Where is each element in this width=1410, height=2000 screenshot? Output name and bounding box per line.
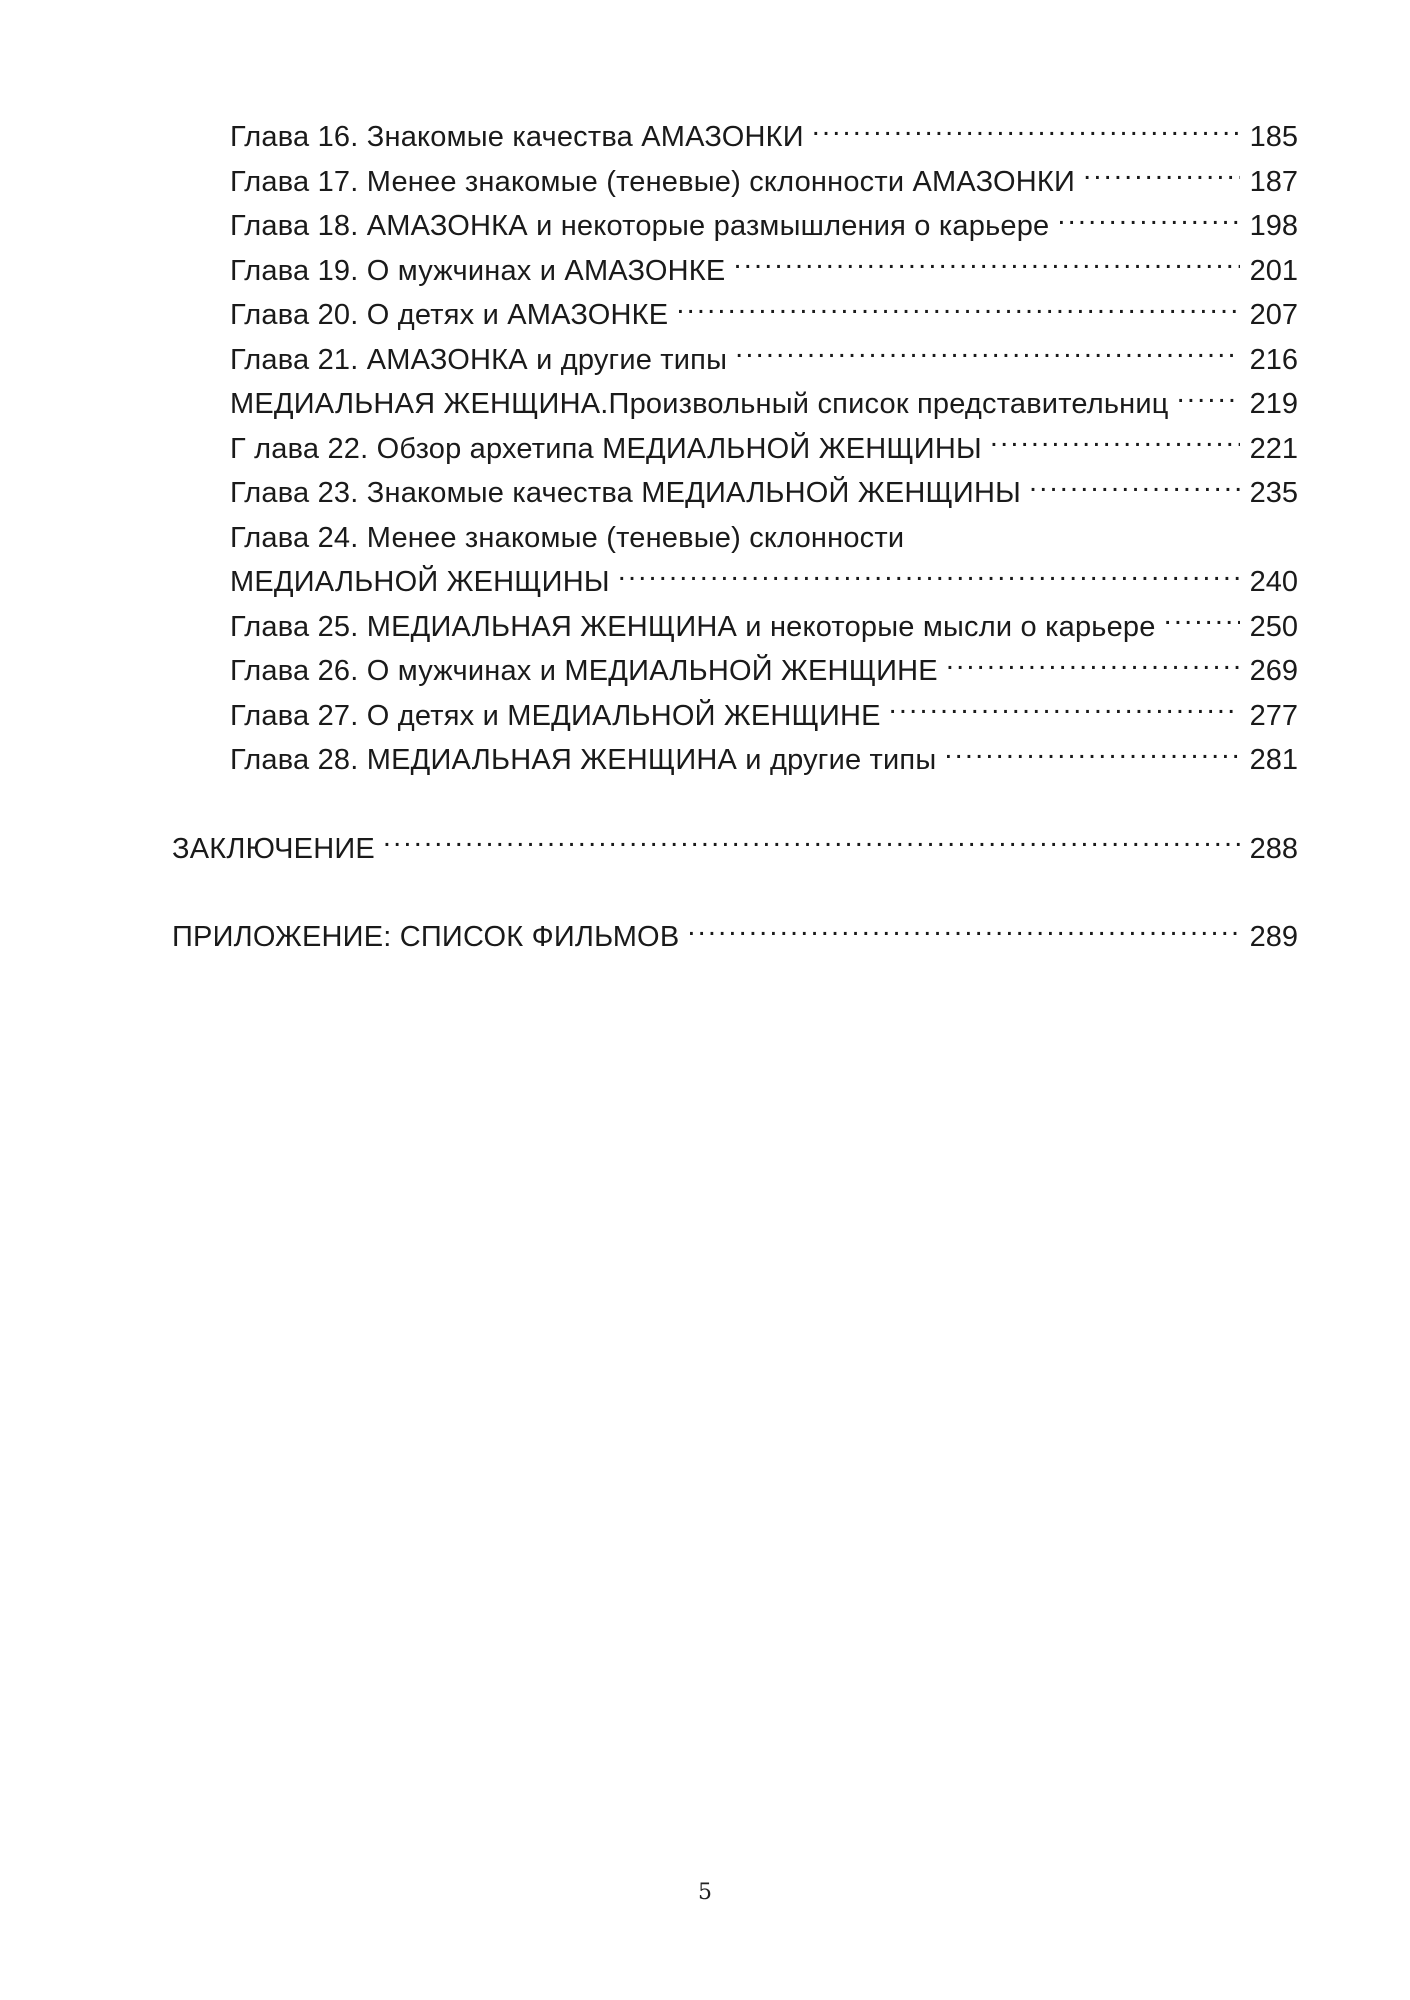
toc-entry-title: Глава 28. МЕДИАЛЬНАЯ ЖЕНЩИНА и другие типы	[230, 744, 937, 776]
toc-entry-ch26[interactable]	[230, 649, 1298, 694]
toc-entry-ch22[interactable]	[230, 427, 1298, 472]
toc-dot-leader	[383, 829, 1240, 858]
toc-entry-ch18[interactable]	[230, 204, 1298, 249]
toc-dot-leader	[946, 651, 1240, 680]
toc-dot-leader	[733, 251, 1240, 280]
toc-dot-leader	[812, 117, 1240, 146]
toc-entry-title: Глава 23. Знакомые качества МЕДИАЛЬНОЙ ЖЕНЩИНЫ	[230, 477, 1021, 509]
toc-entry-ch23[interactable]	[230, 471, 1298, 516]
toc-dot-leader	[687, 917, 1240, 946]
toc-entry-page: 281	[1249, 744, 1298, 776]
toc-entry-page: 269	[1249, 655, 1298, 687]
toc-entry-title: Глава 21. АМАЗОНКА и другие типы	[230, 343, 728, 376]
toc-entry-title: ПРИЛОЖЕНИЕ: СПИСОК ФИЛЬМОВ	[172, 921, 680, 953]
toc-entry-title: Глава 26. О мужчинах и МЕДИАЛЬНОЙ ЖЕНЩИНЕ	[230, 655, 938, 687]
toc-entry-page: 185	[1249, 121, 1298, 153]
toc-entry-title: ЗАКЛЮЧЕНИЕ	[172, 832, 375, 865]
toc-dot-leader	[990, 429, 1240, 458]
toc-entry-ch24-line1[interactable]	[230, 516, 1298, 561]
page-number: 5	[698, 1880, 712, 1905]
toc-entry-page: 221	[1249, 432, 1298, 465]
toc-entry-title-line1: Глава 24. Менее знакомые (теневые) склонности	[230, 521, 905, 554]
toc-entry-ch28[interactable]	[230, 738, 1298, 783]
toc-entry-title: Глава 25. МЕДИАЛЬНАЯ ЖЕНЩИНА и некоторые мысли о карьере	[230, 610, 1156, 643]
toc-dot-leader	[889, 696, 1240, 725]
toc-entry-page: 289	[1249, 921, 1298, 953]
toc-entry-page: 288	[1249, 832, 1298, 865]
table-of-contents	[0, 115, 1410, 960]
toc-entry-page: 201	[1249, 254, 1298, 287]
toc-dot-leader	[1083, 162, 1240, 191]
toc-entry-ch20[interactable]	[230, 293, 1298, 338]
toc-dot-leader	[944, 740, 1240, 769]
toc-entry-title: МЕДИАЛЬНОЙ ЖЕНЩИНЫ	[230, 566, 610, 598]
toc-entry-ch25[interactable]	[230, 605, 1298, 650]
toc-dot-leader	[1057, 206, 1240, 235]
toc-entry-ch27[interactable]	[230, 694, 1298, 739]
toc-entry-title: Глава 19. О мужчинах и АМАЗОНКЕ	[230, 254, 726, 287]
toc-dot-leader	[1164, 607, 1240, 636]
toc-entry-ch24[interactable]	[230, 560, 1298, 605]
toc-entry-page: 207	[1249, 299, 1298, 331]
toc-entry-title: Глава 17. Менее знакомые (теневые) склонности АМАЗОНКИ	[230, 165, 1076, 198]
toc-dot-leader	[1177, 384, 1240, 413]
toc-entry-title: Глава 27. О детях и МЕДИАЛЬНОЙ ЖЕНЩИНЕ	[230, 699, 881, 732]
toc-dot-leader	[735, 340, 1240, 369]
toc-entry-ch16[interactable]	[230, 115, 1298, 160]
toc-dot-leader	[1029, 473, 1240, 502]
toc-entry-page: 219	[1249, 388, 1298, 420]
toc-entry-page: 187	[1249, 165, 1298, 198]
toc-entry-title: МЕДИАЛЬНАЯ ЖЕНЩИНА.Произвольный список представительниц	[230, 388, 1169, 420]
toc-entry-medial-list[interactable]	[230, 382, 1298, 427]
toc-entry-ch17[interactable]	[230, 160, 1298, 205]
toc-entry-title: Глава 20. О детях и АМАЗОНКЕ	[230, 299, 669, 331]
toc-entry-appendix[interactable]	[172, 915, 1298, 960]
toc-entry-page: 216	[1249, 343, 1298, 376]
toc-entry-ch19[interactable]	[230, 249, 1298, 294]
toc-entry-page: 198	[1249, 210, 1298, 242]
toc-dot-leader	[676, 295, 1240, 324]
toc-entry-page: 235	[1249, 477, 1298, 509]
toc-entry-page: 240	[1249, 566, 1298, 598]
toc-entry-title: Глава 16. Знакомые качества АМАЗОНКИ	[230, 121, 804, 153]
toc-dot-leader	[618, 562, 1240, 591]
toc-entry-page: 250	[1249, 610, 1298, 643]
toc-entry-title: Г лава 22. Обзор архетипа МЕДИАЛЬНОЙ ЖЕНЩИНЫ	[230, 432, 982, 465]
toc-entry-conclusion[interactable]	[172, 827, 1298, 872]
toc-entry-page: 277	[1249, 699, 1298, 732]
toc-entry-ch21[interactable]	[230, 338, 1298, 383]
toc-entry-title: Глава 18. АМАЗОНКА и некоторые размышления о карьере	[230, 210, 1050, 242]
